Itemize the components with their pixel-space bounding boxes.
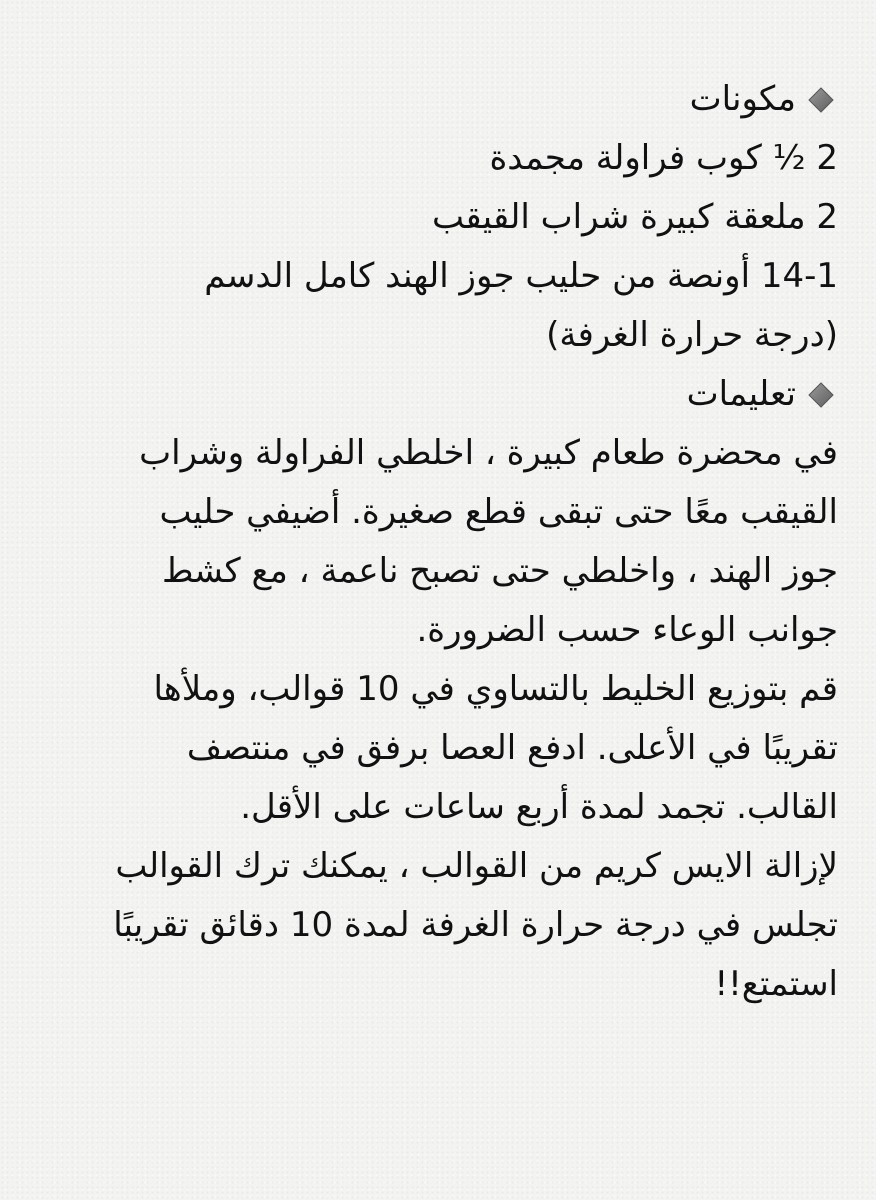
ingredient-line: 14-1 أونصة من حليب جوز الهند كامل الدسم (204, 256, 838, 296)
ingredients-heading-row (60, 70, 838, 129)
ingredient-line: 2 ملعقة كبيرة شراب القيقب (432, 197, 838, 237)
instruction-line: في محضرة طعام كبيرة ، اخلطي الفراولة وشراب (139, 433, 838, 473)
instructions-body (60, 424, 838, 1014)
instruction-line: استمتع!! (714, 964, 838, 1004)
instruction-line: لإزالة الايس كريم من القوالب ، يمكنك ترك القوالب (115, 846, 838, 886)
ingredient-line: (درجة حرارة الغرفة) (546, 315, 838, 355)
instructions-heading: تعليمات (686, 374, 796, 414)
instruction-line: القالب. تجمد لمدة أربع ساعات على الأقل. (240, 787, 838, 827)
instruction-line: جوز الهند ، واخلطي حتى تصبح ناعمة ، مع كشط (161, 551, 838, 591)
instruction-line: قم بتوزيع الخليط بالتساوي في 10 قوالب، وملأها (153, 669, 838, 709)
ingredients-heading: مكونات (689, 79, 796, 119)
diamond-icon (808, 382, 834, 408)
instruction-line: القيقب معًا حتى تبقى قطع صغيرة. أضيفي حليب (159, 492, 838, 532)
diamond-icon (808, 87, 834, 113)
instruction-line: جوانب الوعاء حسب الضرورة. (416, 610, 838, 650)
instruction-line: تجلس في درجة حرارة الغرفة لمدة 10 دقائق تقريبًا (113, 905, 838, 945)
instruction-line: تقريبًا في الأعلى. ادفع العصا برفق في منتصف (186, 728, 838, 768)
instructions-heading-row (60, 365, 838, 424)
ingredient-line: 2 ½ كوب فراولة مجمدة (489, 138, 838, 178)
